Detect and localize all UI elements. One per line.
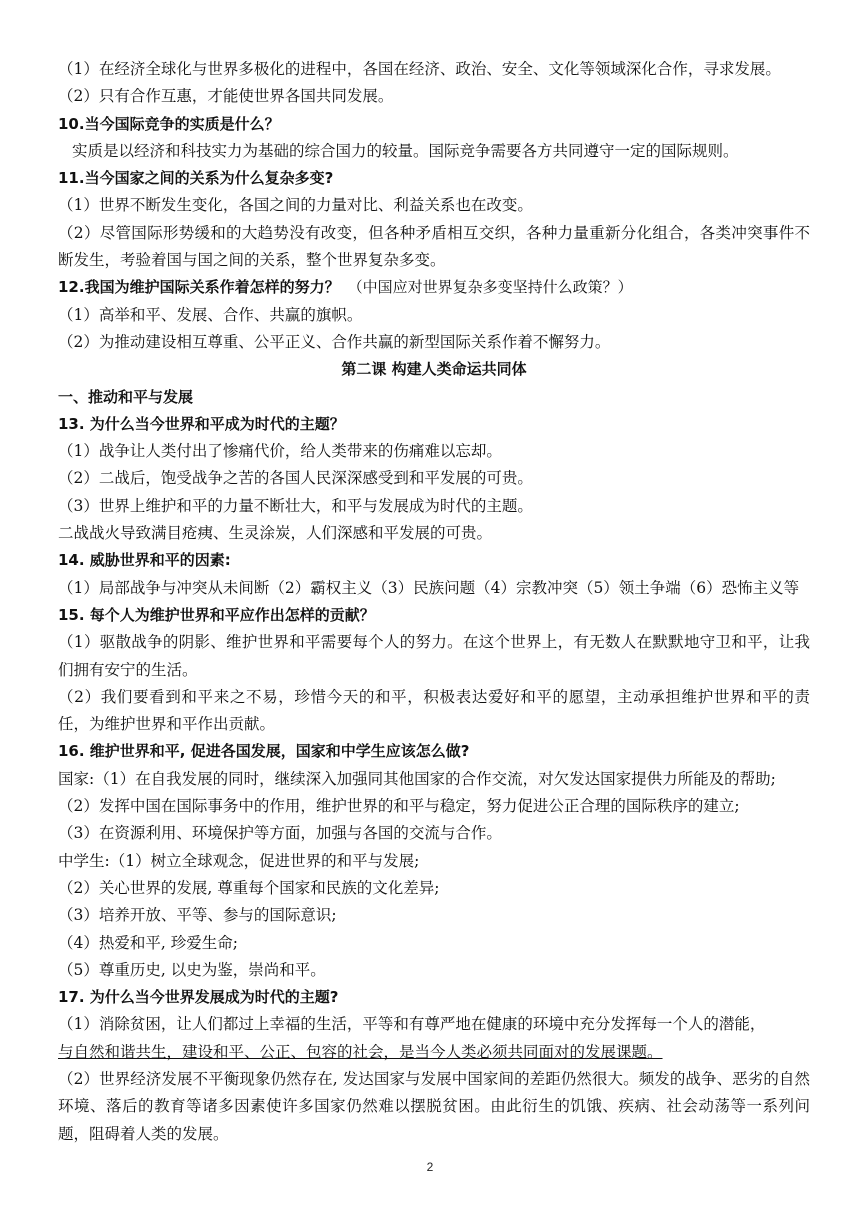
text-line: 国家:（1）在自我发展的同时，继续深入加强同其他国家的合作交流，对欠发达国家提供力所能及的帮助; <box>58 769 776 788</box>
question-heading: 13. 为什么当今世界和平成为时代的主题？ <box>58 414 345 433</box>
text-line: 中学生:（1）树立全球观念，促进世界的和平与发展; <box>58 851 420 870</box>
text-line: （2）发挥中国在国际事务中的作用，维护世界的和平与稳定，努力促进公正合理的国际秩序的建立; <box>58 797 740 816</box>
question-heading: 17. 为什么当今世界发展成为时代的主题? <box>58 988 339 1007</box>
question-heading: 14. 威胁世界和平的因素: <box>58 551 231 570</box>
document-page <box>58 56 810 1148</box>
text-line: （3）在资源利用、环境保护等方面，加强与各国的交流与合作。 <box>58 824 502 843</box>
text-line: （2）关心世界的发展, 尊重每个国家和民族的文化差异; <box>58 878 440 897</box>
question-heading: 16. 维护世界和平, 促进各国发展，国家和中学生应该怎么做? <box>58 742 470 761</box>
text-line: （1）局部战争与冲突从未间断（2）霸权主义（3）民族问题（4）宗教冲突（5）领土争端（6）恐怖主义等 <box>58 578 800 597</box>
text-paragraph: （2）我们要看到和平来之不易，珍惜今天的和平，积极表达爱好和平的愿望，主动承担维护世界和平的责任，为维护世界和平作出贡献。 <box>58 687 810 734</box>
page-number: 2 <box>426 1160 434 1174</box>
question-title: 12.我国为维护国际关系作着怎样的努力？ <box>58 278 340 297</box>
question-heading: 11.当今国家之间的关系为什么复杂多变? <box>58 169 334 188</box>
text-line: （1）高举和平、发展、合作、共赢的旗帜。 <box>58 305 363 324</box>
question-heading: 15. 每个人为维护世界和平应作出怎样的贡献？ <box>58 605 375 624</box>
text-paragraph: （2）世界经济发展不平衡现象仍然存在, 发达国家与发展中国家间的差距仍然很大。频发的战争、恶劣的自然环境、落后的教育等诸多因素使许多国家仍然难以摆脱贫困。由此衍生的饥饿、疾病、社会动荡等一系列问题，阻碍着人类的发展。 <box>58 1069 810 1143</box>
text-line: （2）只有合作互惠，才能使世界各国共同发展。 <box>58 87 394 106</box>
answer-text: 实质是以经济和科技实力为基础的综合国力的较量。国际竞争需要各方共同遵守一定的国际规则。 <box>72 141 739 160</box>
text-line: （2）为推动建设相互尊重、公平正义、合作共赢的新型国际关系作着不懈努力。 <box>58 332 611 351</box>
text-line: （1）战争让人类付出了惨痛代价，给人类带来的伤痛难以忘却。 <box>58 442 502 461</box>
text-line: （5）尊重历史, 以史为鉴，崇尚和平。 <box>58 960 326 979</box>
text-paragraph: （1）驱散战争的阴影、维护世界和平需要每个人的努力。在这个世界上，有无数人在默默地守卫和平，让我们拥有安宁的生活。 <box>58 633 810 679</box>
text-paragraph: （2）尽管国际形势缓和的大趋势没有改变，但各种矛盾相互交织，各种力量重新分化组合，各类冲突事件不断发生，考验着国与国之间的关系，整个世界复杂多变。 <box>58 223 810 270</box>
text-line: （1）世界不断发生变化，各国之间的力量对比、利益关系也在改变。 <box>58 196 533 215</box>
lesson-title: 第二课 构建人类命运共同体 <box>341 360 527 379</box>
text-line: （1）消除贫困，让人们都过上幸福的生活，平等和有尊严地在健康的环境中充分发挥每一个人的潜能， <box>58 1015 766 1034</box>
text-line: 二战战火导致满目疮痍、生灵涂炭，人们深感和平发展的可贵。 <box>58 524 493 543</box>
text-line: （4）热爱和平, 珍爱生命; <box>58 933 238 952</box>
question-heading: 10.当今国际竞争的实质是什么？ <box>58 114 280 133</box>
section-heading: 一、推动和平与发展 <box>58 387 194 406</box>
text-line: （1）在经济全球化与世界多极化的进程中，各国在经济、政治、安全、文化等领域深化合作，寻求发展。 <box>58 60 781 78</box>
underlined-text: 与自然和谐共生，建设和平、公正、包容的社会，是当今人类必须共同面对的发展课题。 <box>58 1042 663 1061</box>
text-line: （3）世界上维护和平的力量不断壮大，和平与发展成为时代的主题。 <box>58 496 533 515</box>
question-heading <box>58 274 810 301</box>
text-line: （3）培养开放、平等、参与的国际意识; <box>58 906 337 925</box>
question-note: （中国应对世界复杂多变坚持什么政策？） <box>347 278 633 297</box>
text-line: （2）二战后，饱受战争之苦的各国人民深深感受到和平发展的可贵。 <box>58 469 533 488</box>
